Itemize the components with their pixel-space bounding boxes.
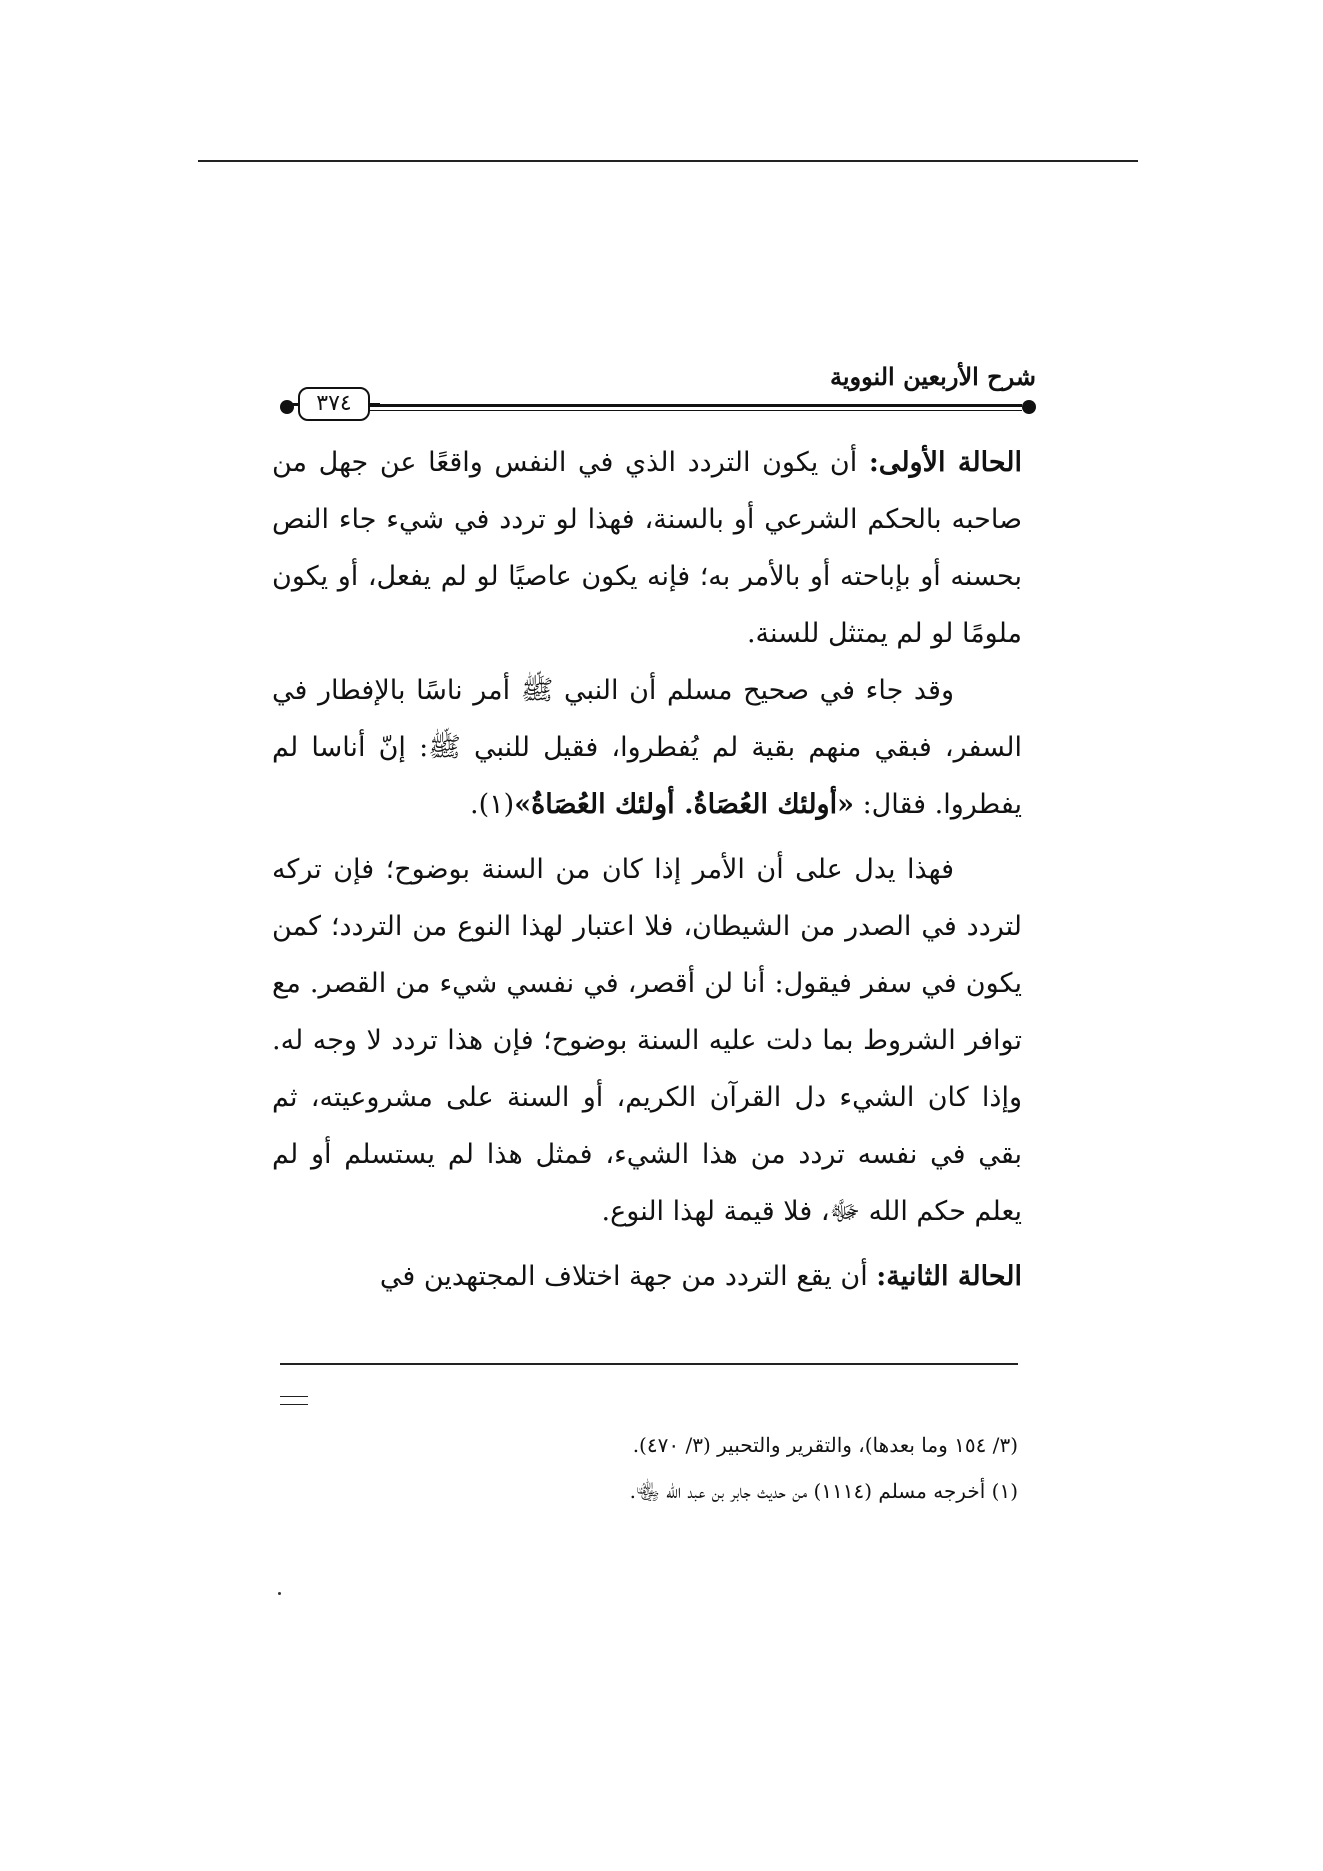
header-ornament-dot-right: [1022, 400, 1036, 414]
paragraph-hadith: [272, 662, 1022, 833]
footnotes: [280, 1422, 1018, 1514]
stray-mark: [278, 1592, 281, 1595]
footnote-continuation-mark: [280, 1404, 308, 1405]
running-title: شرح الأربعين النووية: [829, 362, 1036, 391]
footnote-reference: (١).: [470, 789, 515, 820]
paragraph-text: أن يقع التردد من جهة اختلاف المجتهدين في: [379, 1261, 877, 1292]
footnote-separator: [280, 1363, 1018, 1365]
main-text: [272, 434, 1022, 1305]
footnote-1: (١) أخرجه مسلم (١١١٤) من حديث جابر بن عبد الله ﵄.: [629, 1479, 1018, 1503]
paragraph-explanation: فهذا يدل على أن الأمر إذا كان من السنة بوضوح؛ فإن تركه لتردد في الصدر من الشيطان، فلا اعتبار لهذا النوع من التردد؛ كمن يكون في سفر فيقول: أنا لن أقصر، في نفسي شيء من القصر. مع توافر الشروط بما دلت عليه السنة بوضوح؛ فإن هذا تردد لا وجه له. وإذا كان الشيء دل القرآن الكريم، أو السنة على مشروعيته، ثم بقي في نفسه تردد من هذا الشيء، فمثل هذا لم يستسلم أو لم يعلم حكم الله ﷻ، فلا قيمة لهذا النوع.: [272, 854, 1022, 1227]
page-number: ٣٧٤: [298, 387, 370, 421]
case-heading-second: الحالة الثانية:: [876, 1261, 1022, 1292]
paragraph-text: أن يكون التردد الذي في النفس واقعًا عن جهل من صاحبه بالحكم الشرعي أو بالسنة، فهذا لو تردد في شيء جاء النص بحسنه أو بإباحته أو بالأمر به؛ فإنه يكون عاصيًا لو لم يفعل، أو يكون ملومًا لو لم يمتثل للسنة.: [272, 447, 1022, 649]
paragraph-first-case: [272, 434, 1022, 662]
paragraph-second-case: [272, 1248, 1022, 1305]
top-rule: [198, 160, 1138, 162]
footnote-continued: (٣/ ١٥٤ وما بعدها)، والتقرير والتحبير (٣/ ٤٧٠).: [632, 1433, 1018, 1457]
paragraph-text: وقد جاء في صحيح مسلم أن النبي ﷺ أمر ناسًا بالإفطار في السفر، فبقي منهم بقية لم يُفطروا، فقيل للنبي ﷺ: إنّ أناسا لم يفطروا. فقال:: [272, 675, 1022, 820]
header-rule-thin: [370, 410, 1022, 411]
footnote-continuation-mark: [280, 1396, 308, 1397]
page-header: [272, 362, 1036, 422]
case-heading-first: الحالة الأولى:: [868, 447, 1022, 478]
hadith-quote: «أولئك العُصَاةُ. أولئك العُصَاةُ»: [514, 789, 854, 820]
header-rule: [370, 404, 1022, 407]
